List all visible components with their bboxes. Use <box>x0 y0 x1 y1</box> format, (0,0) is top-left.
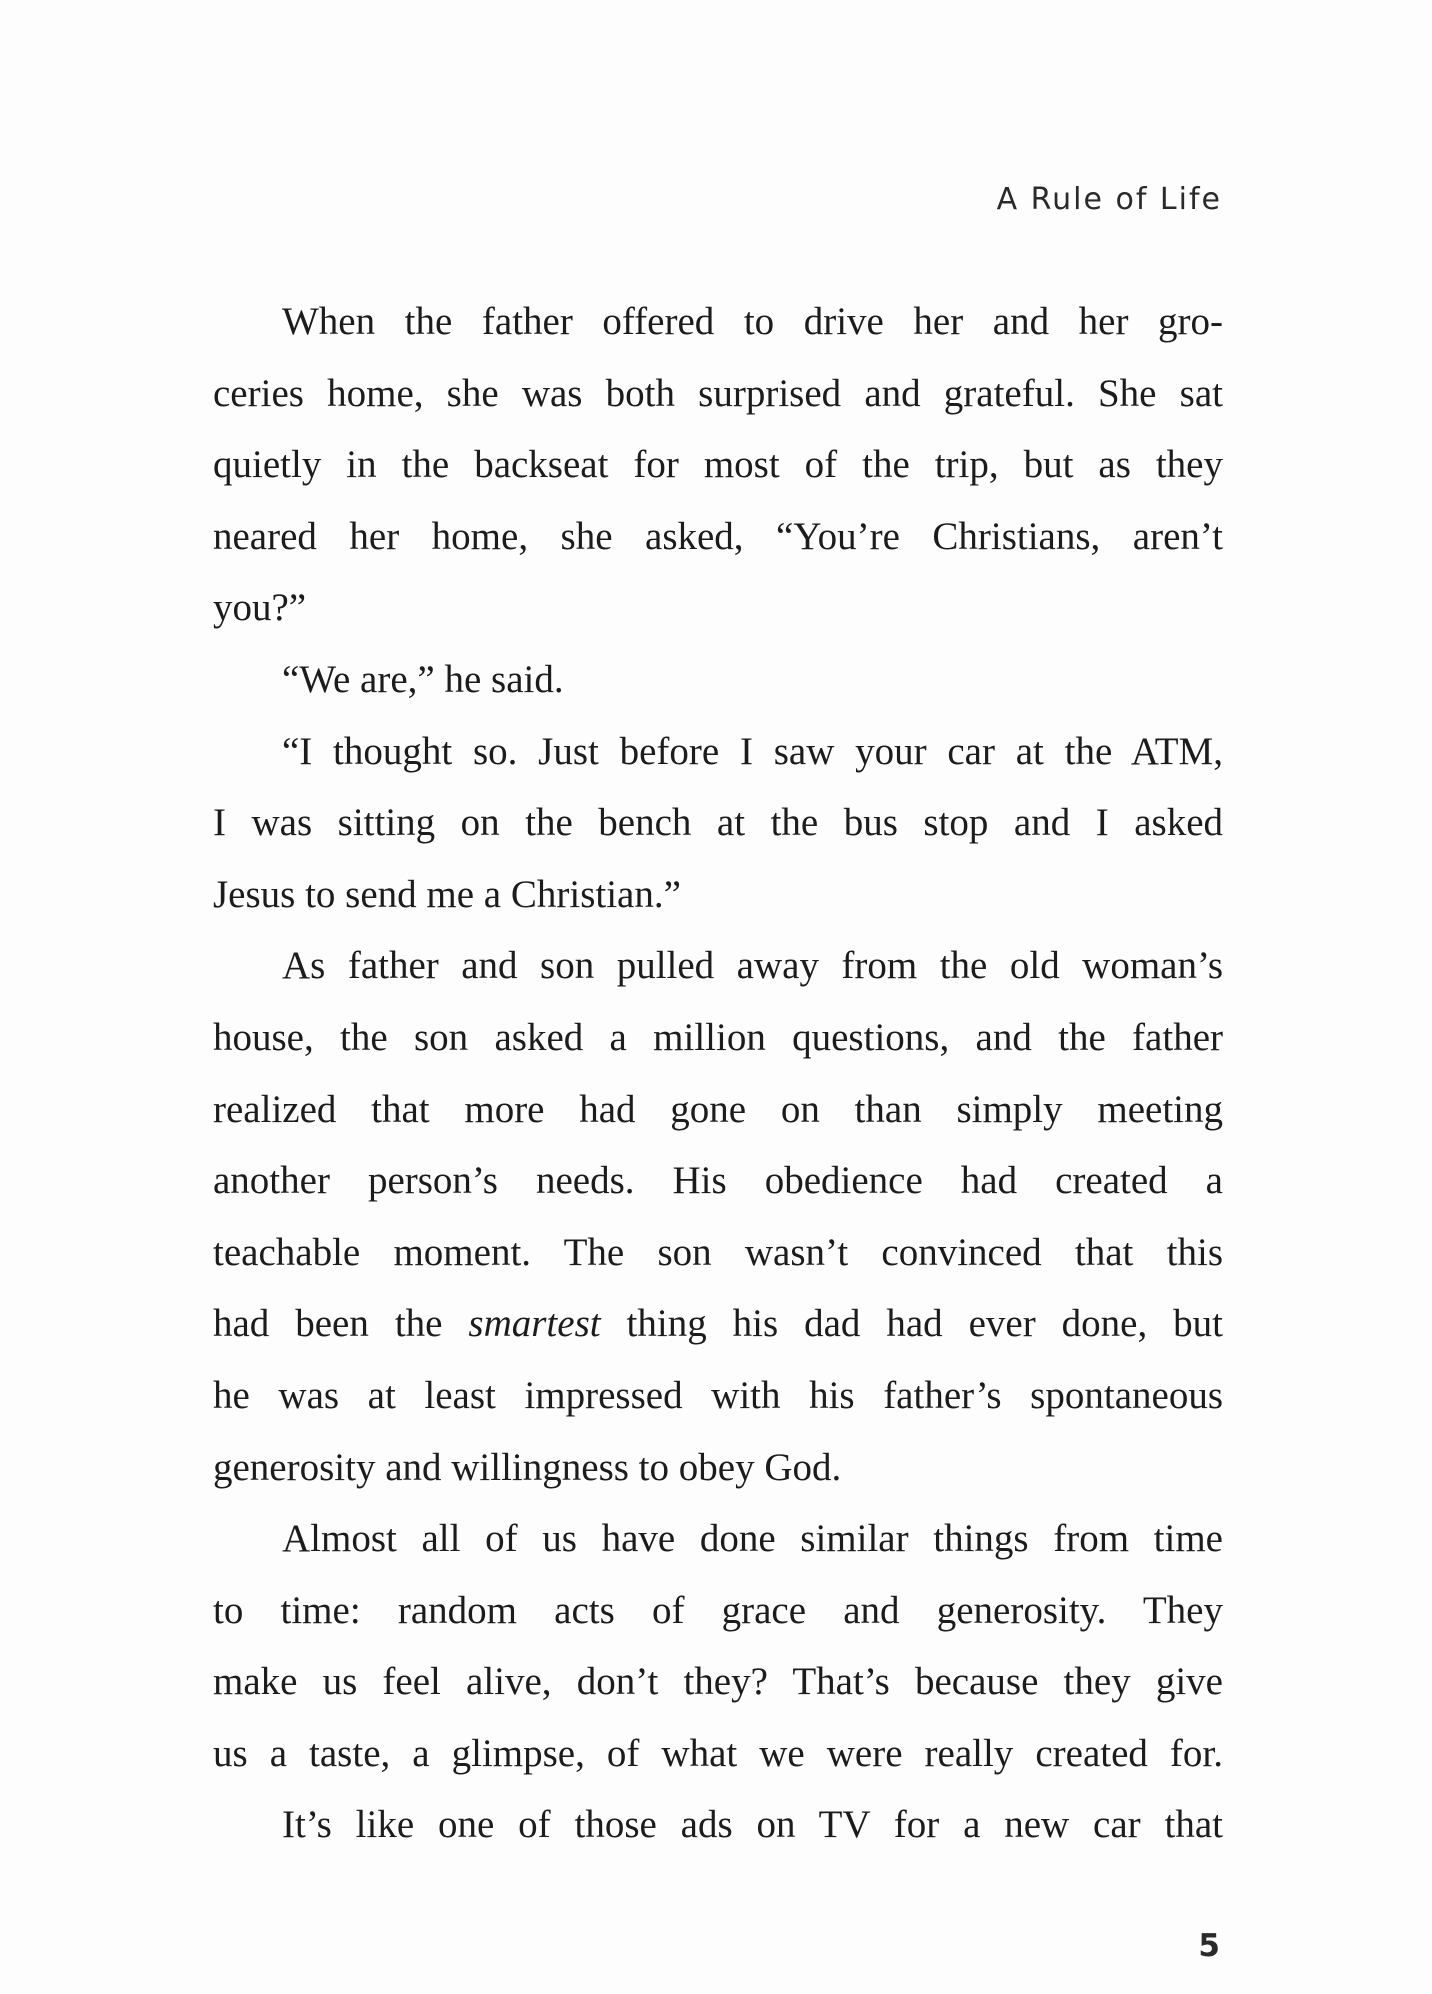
emphasis-word: smartest <box>468 1302 601 1346</box>
text-line: neared her home, she asked, “You’re Christians, aren’t <box>213 514 1223 558</box>
text-line: make us feel alive, don’t they? That’s because they give <box>213 1660 1223 1704</box>
text-segment: had been the <box>213 1302 469 1346</box>
text-line: When the father offered to drive her and her gro- <box>282 300 1223 343</box>
text-line: “I thought so. Just before I saw your car at the ATM, <box>282 729 1223 773</box>
page-number: 5 <box>1198 1928 1220 1964</box>
text-line: he was at least impressed with his father’s spontaneous <box>213 1373 1223 1417</box>
text-line: I was sitting on the bench at the bus stop and I asked <box>213 801 1223 845</box>
text-line: us a taste, a glimpse, of what we were really created for. <box>213 1731 1223 1775</box>
text-line: house, the son asked a million questions, and the father <box>213 1015 1223 1059</box>
text-line: “We are,” he said. <box>282 657 564 701</box>
text-line: quietly in the backseat for most of the trip, but as they <box>213 443 1223 487</box>
text-line: It’s like one of those ads on TV for a new car that <box>282 1803 1223 1847</box>
text-line: realized that more had gone on than simply meeting <box>213 1087 1223 1131</box>
text-line: Almost all of us have done similar things from time <box>282 1517 1223 1561</box>
text-line: Jesus to send me a Christian.” <box>213 872 681 916</box>
text-line: As father and son pulled away from the old woman’s <box>282 944 1223 988</box>
text-line: to time: random acts of grace and generosity. They <box>213 1588 1223 1632</box>
text-line: another person’s needs. His obedience had created a <box>213 1159 1223 1203</box>
text-line: generosity and willingness to obey God. <box>213 1445 842 1489</box>
text-segment: thing his dad had ever done, but <box>600 1302 1223 1346</box>
running-head: A Rule of Life <box>996 182 1222 217</box>
text-line: ceries home, she was both surprised and grateful. She sat <box>213 371 1223 415</box>
text-line: you?” <box>213 586 307 630</box>
body-text <box>213 286 1223 1861</box>
text-line: teachable moment. The son wasn’t convinced that this <box>213 1230 1223 1274</box>
text-line <box>213 1288 1223 1360</box>
